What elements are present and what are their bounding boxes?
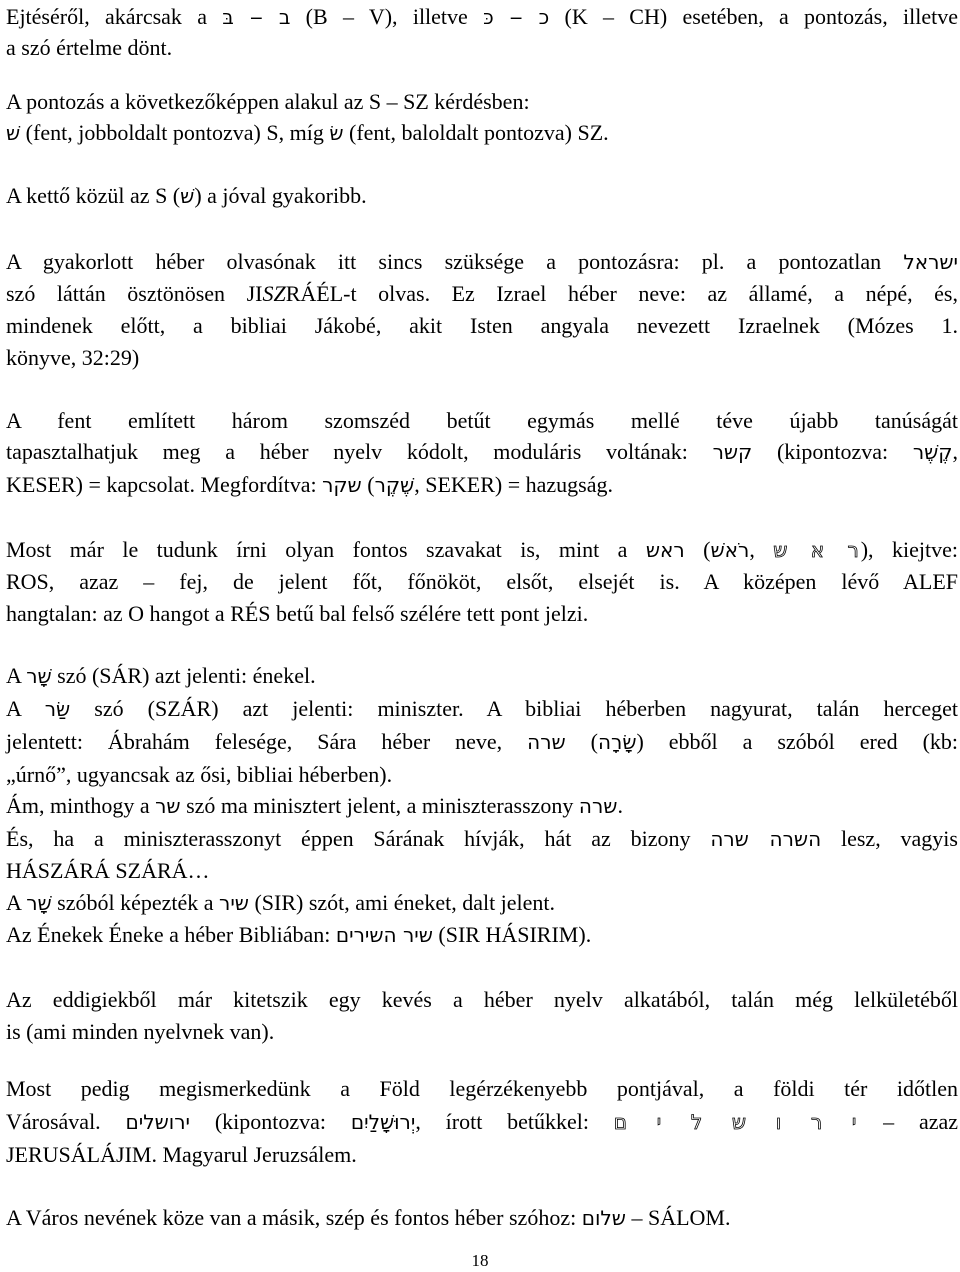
hebrew-word: כ ‒ כּ <box>483 5 550 29</box>
hebrew-word: שלום <box>581 1206 626 1230</box>
text-line <box>6 694 958 724</box>
text-run: Most már le tudunk írni olyan fontos szavakat is, mint a <box>6 537 646 562</box>
text-run: szó (SZÁR) azt jelenti: miniszter. A bibliai héberben nagyurat, talán herceget <box>70 696 958 721</box>
text-run: A <box>6 696 45 721</box>
text-run: . <box>617 793 623 818</box>
text-run: (fent, baloldalt pontozva) SZ. <box>343 120 609 145</box>
hebrew-word: שרה <box>527 730 566 754</box>
text-line <box>6 856 958 886</box>
hebrew-word: ראש <box>645 538 685 562</box>
text-run: ‒ SÁLOM. <box>625 1205 731 1230</box>
text-line <box>6 824 958 854</box>
text-run: KESER) = kapcsolat. Megfordítva: <box>6 472 323 497</box>
text-run: Az eddigiekből már kitetszik egy kevés a héber nyelv alkatából, talán még lelkületéből <box>6 987 958 1012</box>
text-run: Most pedig megismerkedünk a Föld legérzékenyebb pontjával, a földi tér időtlen <box>6 1076 958 1101</box>
text-line <box>6 1017 958 1047</box>
text-run: Ejtéséről, akárcsak a <box>6 4 223 29</box>
text-run: hangtalan: az O hangot a RÉS betű bal felső szélére tett pont jelzi. <box>6 601 589 626</box>
hebrew-word: ישראל <box>903 250 958 274</box>
text-run: is (ami minden nyelvnek van). <box>6 1019 275 1044</box>
text-line <box>6 247 958 277</box>
hebrew-word: שר <box>155 794 181 818</box>
text-run: könyve, 32:29) <box>6 345 140 370</box>
text-run: Városával. <box>6 1109 126 1134</box>
hebrew-word: שקר <box>322 473 362 497</box>
hebrew-word: יְרוּשָׁלַיִם <box>350 1110 416 1134</box>
text-line <box>6 311 958 341</box>
page-number: 18 <box>471 1251 489 1270</box>
text-run: ROS, azaz ‒ fej, de jelent főt, főnököt, elsőt, elsejét is. A középen lévő ALEF <box>6 569 958 594</box>
hebrew-word: ר א ש <box>773 538 861 562</box>
hebrew-word: קשר <box>712 440 753 464</box>
text-line <box>6 727 958 757</box>
text-run: , <box>749 537 774 562</box>
text-run: tapasztalhatjuk meg a héber nyelv kódolt, moduláris voltának: <box>6 439 713 464</box>
text-line <box>6 985 958 1015</box>
text-line <box>6 437 958 467</box>
text-line <box>6 2 958 32</box>
hebrew-word: שׁ <box>6 121 21 145</box>
text-line <box>6 1140 958 1170</box>
text-line <box>6 535 958 565</box>
text-run: Ám, minthogy a <box>6 793 156 818</box>
text-run: (kipontozva: <box>190 1109 351 1134</box>
text-run: „úrnő”, ugyancsak az ősi, bibliai héberben). <box>6 762 393 787</box>
text-run: JERUSÁLÁJIM. Magyarul Jeruzsálem. <box>6 1142 357 1167</box>
hebrew-word: קֶשֶׁר <box>912 440 953 464</box>
text-run: (B ‒ V), illetve <box>290 4 484 29</box>
text-run: , írott betűkkel: <box>415 1109 614 1134</box>
text-run: ), kiejtve: <box>860 537 958 562</box>
text-run: SZ <box>262 281 286 306</box>
text-run: , SEKER) = hazugság. <box>414 472 613 497</box>
text-run: a szó értelme dönt. <box>6 35 173 60</box>
text-run: A <box>6 663 27 688</box>
text-run: HÁSZÁRÁ SZÁRÁ… <box>6 858 210 883</box>
text-run: szó láttán ösztönösen JI <box>6 281 263 306</box>
text-line <box>6 118 958 148</box>
text-run: A <box>6 890 27 915</box>
text-run: ( <box>361 472 375 497</box>
text-line <box>6 791 958 821</box>
text-run: jelentett: Ábrahám felesége, Sára héber neve, <box>6 729 528 754</box>
text-run: A gyakorlott héber olvasónak itt sincs szüksége a pontozásra: pl. a pontozatlan <box>6 249 904 274</box>
text-line <box>6 1203 958 1233</box>
text-line <box>6 406 958 436</box>
text-line <box>6 181 958 211</box>
hebrew-word: ירושלים <box>125 1110 190 1134</box>
text-run: (SIR) szót, ami éneket, dalt jelent. <box>248 890 556 915</box>
text-run: ( <box>684 537 711 562</box>
hebrew-word: שרה <box>578 794 618 818</box>
text-line <box>6 888 958 918</box>
text-line <box>6 920 958 950</box>
hebrew-word: שָׂרָה <box>597 730 637 754</box>
hebrew-word: שיר השירים <box>335 923 433 947</box>
text-run: Az Énekek Éneke a héber Bibliában: <box>6 922 336 947</box>
hebrew-word: השרה שרה <box>710 827 822 851</box>
text-run: lesz, vagyis <box>821 826 958 851</box>
hebrew-word: שָׁר <box>26 664 52 688</box>
text-line <box>6 470 958 500</box>
text-run: RÁÉL-t olvas. Ez Izrael héber neve: az államé, a népé, és, <box>285 281 958 306</box>
text-run: A pontozás a következőképpen alakul az S ‒ SZ kérdésben: <box>6 89 530 114</box>
text-line <box>6 87 958 117</box>
text-run: szóból képezték a <box>51 890 220 915</box>
hebrew-word: שׂ <box>329 121 344 145</box>
text-line <box>6 567 958 597</box>
text-run: ‒ azaz <box>858 1109 958 1134</box>
text-line <box>6 661 958 691</box>
text-line <box>6 1074 958 1104</box>
text-run: A Város nevének köze van a másik, szép és fontos héber szóhoz: <box>6 1205 582 1230</box>
hebrew-word: שֶׁקֶר <box>374 473 415 497</box>
text-line <box>6 599 958 629</box>
hebrew-word: שַׂר <box>44 697 71 721</box>
text-line <box>6 760 958 790</box>
text-run: ( <box>565 729 598 754</box>
text-run: És, ha a miniszterasszonyt éppen Sárának hívják, hát az bizony <box>6 826 711 851</box>
text-run: (kipontozva: <box>752 439 913 464</box>
text-run: szó (SÁR) azt jelenti: énekel. <box>51 663 316 688</box>
text-run: (K ‒ CH) esetében, a pontozás, illetve <box>549 4 958 29</box>
text-run: szó ma minisztert jelent, a miniszterasszony <box>180 793 579 818</box>
hebrew-word: שיר <box>219 891 249 915</box>
hebrew-word: שׁ <box>180 184 195 208</box>
text-run: mindenek előtt, a bibliai Jákobé, akit Isten angyala nevezett Izraelnek (Mózes 1. <box>6 313 958 338</box>
text-line <box>6 33 958 63</box>
hebrew-word: רֹאשׁ <box>710 538 750 562</box>
text-run: (fent, jobboldalt pontozva) S, míg <box>20 120 330 145</box>
text-line <box>6 279 958 309</box>
text-line <box>6 343 958 373</box>
hebrew-word: ב ‒ בּ <box>222 5 291 29</box>
hebrew-word: י ר ו ש ל י ם <box>613 1110 859 1134</box>
text-line <box>6 1107 958 1137</box>
text-run: ) a jóval gyakoribb. <box>194 183 367 208</box>
text-run: (SIR HÁSIRIM). <box>432 922 592 947</box>
text-run: A fent említett három szomszéd betűt egymás mellé téve újabb tanúságát <box>6 408 958 433</box>
text-run: A kettő közül az S ( <box>6 183 181 208</box>
text-run: , <box>952 439 958 464</box>
text-run: ) ebből a szóból ered (kb: <box>636 729 959 754</box>
hebrew-word: שָׁר <box>26 891 52 915</box>
